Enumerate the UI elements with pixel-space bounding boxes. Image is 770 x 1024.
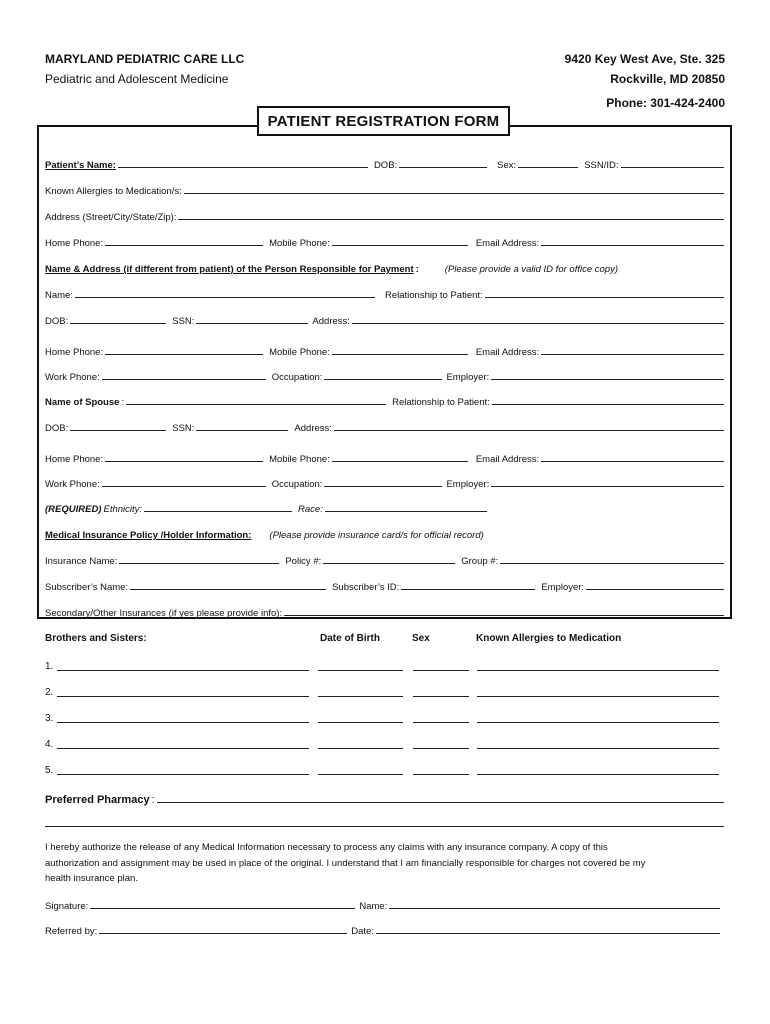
subscriber-name-label: Subscriber’s Name: [45,582,129,593]
responsible-mobile-phone-field[interactable] [332,354,468,355]
responsible-name-label: Name: [45,290,73,301]
patient-name-label: Patient’s Name: [45,160,116,171]
spouse-work-phone-label: Work Phone: [45,479,100,490]
ethnicity-field[interactable] [144,511,292,512]
email-label: Email Address: [475,238,540,249]
sibling-name-field[interactable] [57,696,309,697]
ssn-id-label: SSN/ID: [584,160,619,171]
spouse-dob-label: DOB: [45,423,69,434]
subscriber-employer-label: Employer: [541,582,585,593]
sibling-allergies-field[interactable] [477,774,719,775]
responsible-mobile-phone-label: Mobile Phone: [269,347,330,358]
home-phone-field[interactable] [105,245,263,246]
sibling-sex-field[interactable] [413,774,469,775]
responsible-occupation-field[interactable] [324,379,442,380]
spouse-label-colon: : [121,397,125,408]
sibling-row [45,658,725,674]
practice-specialty: Pediatric and Adolescent Medicine [45,72,229,86]
pharmacy-label: Preferred Pharmacy [45,794,150,806]
address-row [45,207,724,223]
responsible-employer-field[interactable] [491,379,724,380]
insurance-name-row [45,551,724,567]
authorization-line-1: I hereby authorize the release of any Medical Information necessary to process any claims with any insurance company. A copy of this [45,842,608,853]
authorization-line-3: health insurance plan. [45,873,138,884]
sibling-name-field[interactable] [57,748,309,749]
responsible-dob-label: DOB: [45,316,69,327]
sibling-name-field[interactable] [57,670,309,671]
sex-field[interactable] [518,167,578,168]
pharmacy-label-colon: : [151,794,155,806]
spouse-relationship-field[interactable] [492,404,724,405]
signer-name-field[interactable] [389,908,720,909]
sibling-row [45,684,725,700]
responsible-dob-field[interactable] [70,323,166,324]
spouse-ssn-label: SSN: [172,423,195,434]
date-field[interactable] [376,933,720,934]
spouse-address-label: Address: [294,423,332,434]
authorization-statement [45,840,735,887]
sibling-row [45,710,725,726]
spouse-work-row [45,474,724,490]
policy-field[interactable] [323,563,455,564]
responsible-occupation-label: Occupation: [271,372,323,383]
spouse-name-field[interactable] [126,404,386,405]
sibling-allergies-field[interactable] [477,696,719,697]
pharmacy-field[interactable] [157,802,724,803]
spouse-employer-field[interactable] [491,486,724,487]
spouse-home-phone-field[interactable] [105,461,263,462]
address-field[interactable] [178,219,724,220]
subscriber-row [45,577,724,593]
responsible-note: (Please provide a valid ID for office copy) [444,264,618,275]
sibling-dob-field[interactable] [318,748,403,749]
subscriber-employer-field[interactable] [586,589,724,590]
responsible-email-field[interactable] [541,354,724,355]
group-field[interactable] [500,563,724,564]
pharmacy-row [45,788,724,806]
sibling-dob-field[interactable] [318,670,403,671]
sibling-sex-field[interactable] [413,670,469,671]
sex-column-header: Sex [412,633,430,644]
sibling-sex-field[interactable] [413,696,469,697]
patient-phone-row [45,233,724,249]
spouse-mobile-phone-label: Mobile Phone: [269,454,330,465]
mobile-phone-label: Mobile Phone: [269,238,330,249]
secondary-insurance-row [45,603,724,619]
responsible-heading-row [45,259,724,275]
dob-column-header: Date of Birth [320,633,380,644]
responsible-employer-label: Employer: [446,372,490,383]
referral-row [45,921,720,937]
ethnicity-row [45,499,724,515]
practice-address [565,49,725,89]
required-label: (REQUIRED) [45,504,102,515]
signature-row [45,896,720,912]
responsible-heading-colon: : [415,264,419,275]
responsible-work-phone-field[interactable] [102,379,266,380]
relationship-label: Relationship to Patient: [384,290,483,301]
referred-by-label: Referred by: [45,926,98,937]
sibling-sex-field[interactable] [413,748,469,749]
sibling-row-number: 1. [45,661,54,672]
sibling-row-number: 3. [45,713,54,724]
sibling-name-field[interactable] [57,722,309,723]
subscriber-name-field[interactable] [130,589,326,590]
date-label: Date: [351,926,374,937]
spouse-email-field[interactable] [541,461,724,462]
sibling-name-field[interactable] [57,774,309,775]
spouse-home-phone-label: Home Phone: [45,454,104,465]
race-field[interactable] [325,511,487,512]
sibling-dob-field[interactable] [318,774,403,775]
group-label: Group #: [461,556,499,567]
responsible-name-row [45,285,724,301]
authorization-line-2: authorization and assignment may be used in place of the original. I understand that I am financially responsible for charges not covered be my [45,857,646,869]
responsible-work-row [45,367,724,383]
spouse-phone-row [45,449,724,465]
secondary-insurance-field[interactable] [284,615,724,616]
spouse-relationship-label: Relationship to Patient: [392,397,490,408]
dob-label: DOB: [373,160,398,171]
spouse-mobile-phone-field[interactable] [332,461,468,462]
responsible-ssn-label: SSN: [172,316,195,327]
spouse-dob-field[interactable] [70,430,166,431]
patient-name-row [45,155,724,171]
responsible-dob-row [45,311,724,327]
signature-label: Signature: [45,901,89,912]
sibling-row [45,762,725,778]
responsible-home-phone-label: Home Phone: [45,347,104,358]
responsible-address-label: Address: [312,316,350,327]
policy-label: Policy #: [285,556,322,567]
allergies-label: Known Allergies to Medication/s: [45,186,182,197]
secondary-insurance-label: Secondary/Other Insurances (if yes please provide info): [45,608,283,619]
sibling-dob-field[interactable] [318,722,403,723]
form-title: PATIENT REGISTRATION FORM [257,106,510,136]
allergies-field[interactable] [184,193,724,194]
responsible-heading: Name & Address (if different from patient) of the Person Responsible for Payment [45,264,414,275]
responsible-phone-row [45,342,724,358]
address-line-1: 9420 Key West Ave, Ste. 325 [564,52,725,66]
sibling-row [45,736,725,752]
practice-name: MARYLAND PEDIATRIC CARE LLC [45,52,245,66]
insurance-name-label: Insurance Name: [45,556,118,567]
siblings-column-header: Brothers and Sisters: [45,633,147,644]
responsible-ssn-field[interactable] [196,323,308,324]
pharmacy-extra-line[interactable] [45,826,724,827]
allergies-row [45,181,724,197]
responsible-home-phone-field[interactable] [105,354,263,355]
allergies-column-header: Known Allergies to Medication [476,633,622,644]
relationship-field[interactable] [485,297,724,298]
sibling-sex-field[interactable] [413,722,469,723]
spouse-email-label: Email Address: [475,454,540,465]
subscriber-id-label: Subscriber’s ID: [332,582,400,593]
sibling-allergies-field[interactable] [477,748,719,749]
home-phone-label: Home Phone: [45,238,104,249]
sibling-dob-field[interactable] [318,696,403,697]
signer-name-label: Name: [359,901,388,912]
dob-field[interactable] [399,167,487,168]
responsible-name-field[interactable] [75,297,375,298]
sibling-allergies-field[interactable] [477,670,719,671]
sibling-row-number: 5. [45,765,54,776]
spouse-work-phone-field[interactable] [102,486,266,487]
patient-name-field[interactable] [118,167,368,168]
practice-phone: Phone: 301-424-2400 [606,96,725,110]
ssn-id-field[interactable] [621,167,725,168]
practice-header [45,49,244,89]
responsible-work-phone-label: Work Phone: [45,372,100,383]
insurance-note: (Please provide insurance card/s for official record) [269,530,484,541]
insurance-heading-row [45,525,724,541]
spouse-dob-row [45,418,724,434]
spouse-row [45,392,724,408]
sibling-allergies-field[interactable] [477,722,719,723]
address-label: Address (Street/City/State/Zip): [45,212,177,223]
insurance-name-field[interactable] [119,563,279,564]
sex-label: Sex: [497,160,517,171]
spouse-label: Name of Spouse [45,397,120,408]
spouse-address-field[interactable] [334,430,724,431]
spouse-employer-label: Employer: [446,479,490,490]
subscriber-id-field[interactable] [401,589,535,590]
mobile-phone-field[interactable] [332,245,468,246]
responsible-email-label: Email Address: [475,347,540,358]
address-line-2: Rockville, MD 20850 [610,72,725,86]
sibling-row-number: 2. [45,687,54,698]
responsible-address-field[interactable] [352,323,724,324]
spouse-occupation-field[interactable] [324,486,442,487]
referred-by-field[interactable] [99,933,347,934]
email-field[interactable] [541,245,724,246]
race-label: Race: [298,504,323,515]
spouse-occupation-label: Occupation: [271,479,323,490]
insurance-heading: Medical Insurance Policy /Holder Information: [45,530,252,541]
spouse-ssn-field[interactable] [196,430,288,431]
ethnicity-label: Ethnicity: [103,504,143,515]
signature-field[interactable] [90,908,355,909]
sibling-row-number: 4. [45,739,54,750]
